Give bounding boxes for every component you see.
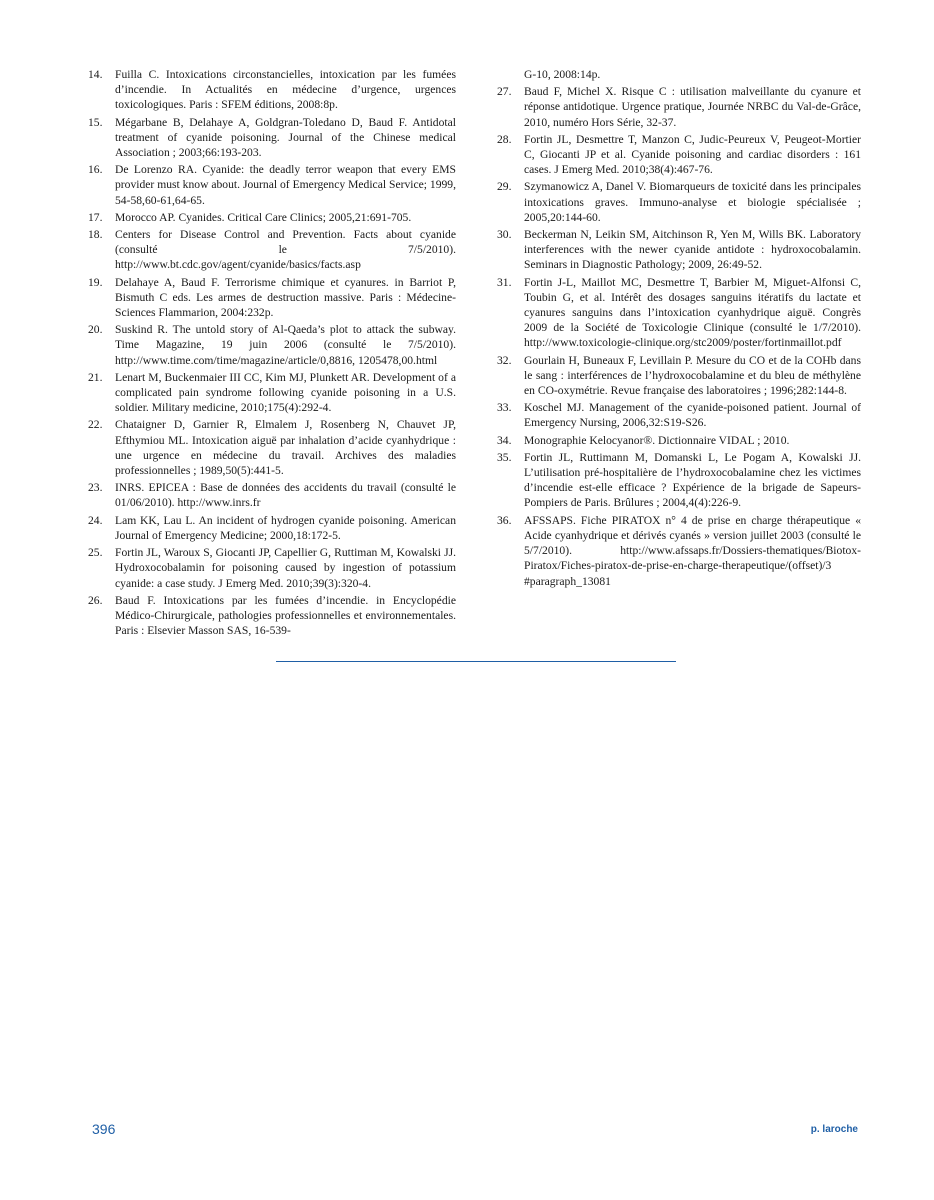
reference-text: G-10, 2008:14p. [524,68,601,81]
reference-text: Chataigner D, Garnier R, Elmalem J, Rosenberg N, Chauvet JP, Efthymiou ML. Intoxication aiguë par inhalation d’acide cyanhydrique : une urgence en médecine du travail. Archives des maladies professionnelles ; 1989,50(5):441-5. [115,418,456,478]
reference-item [497,179,861,225]
reference-number: 19. [88,275,103,289]
reference-item [88,227,456,273]
reference-item [88,417,456,478]
reference-item [88,513,456,543]
reference-item [497,513,861,589]
reference-text: Mégarbane B, Delahaye A, Goldgran-Toledano D, Baud F. Antidotal treatment of cyanide poisoning. Journal of the Chinese medical Association ; 2003;66:193-203. [115,115,456,160]
reference-number: 15. [88,115,103,129]
reference-text: De Lorenzo RA. Cyanide: the deadly terror weapon that every EMS provider must know about. Journal of Emergency Medical Service; 1999, 54-58,60-61,64-65. [115,163,456,207]
reference-number: 25. [88,546,103,560]
reference-number: 33. [497,401,512,415]
reference-number: 31. [497,275,512,289]
reference-continuation [497,67,861,82]
reference-text: Morocco AP. Cyanides. Critical Care Clinics; 2005,21:691-705. [115,210,412,224]
reference-text: Lam KK, Lau L. An incident of hydrogen cyanide poisoning. American Journal of Emergency Medicine; 2000,18:172-5. [115,513,456,542]
reference-item [88,370,456,416]
reference-text: INRS. EPICEA : Base de données des accidents du travail (consulté le 01/06/2010). http://www.inrs.fr [115,481,456,510]
reference-text: Gourlain H, Buneaux F, Levillain P. Mesure du CO et de la COHb dans le sang : interférences de l’hydroxocobalamine et du bleu de méthylène en CO-oxymétrie. Revue française des laboratoires ; 1996;282:144-8. [524,353,861,398]
running-author: p. laroche [810,1124,858,1135]
reference-number: 36. [497,513,512,527]
reference-number: 22. [88,418,103,432]
reference-number: 35. [497,450,512,464]
reference-number: 23. [88,481,103,495]
reference-number: 14. [88,68,103,81]
reference-text: Baud F, Michel X. Risque C : utilisation malveillante du cyanure et réponse antidotique. Urgence pratique, Journée NRBC du Val-de-Grâce, 2010, numéro Hors Série, 32-37. [524,85,861,129]
reference-number: 20. [88,323,103,337]
reference-number: 24. [88,513,103,527]
reference-item [88,545,456,591]
reference-item [497,84,861,130]
reference-item [497,400,861,430]
reference-text: Fortin JL, Waroux S, Giocanti JP, Capellier G, Ruttiman M, Kowalski JJ. Hydroxocobalamin for poisoning caused by ingestion of potassium cyanide: a case study. J Emerg Med. 2010;39(3):320-4. [115,546,456,590]
reference-text: Fuilla C. Intoxications circonstancielles, intoxication par les fumées d’incendie. In Actualités en médecine d’urgence, urgences toxicologiques. Paris : SFEM éditions, 2008:8p. [115,68,456,112]
reference-text: Szymanowicz A, Danel V. Biomarqueurs de toxicité dans les principales intoxications graves. Immuno-analyse et biologie spécialisée ; 2005,20:144-60. [524,180,861,224]
reference-text: Delahaye A, Baud F. Terrorisme chimique et cyanures. in Barriot P, Bismuth C eds. Les armes de destruction massive. Paris : Médecine-Sciences Flammarion, 2004:232p. [115,275,456,320]
section-divider [276,661,676,662]
reference-number: 27. [497,85,512,99]
page-number: 396 [92,1121,116,1137]
reference-item [88,67,456,113]
reference-item [88,210,456,225]
reference-number: 16. [88,163,103,177]
reference-text: Fortin JL, Desmettre T, Manzon C, Judic-Peureux V, Peugeot-Mortier C, Giocanti JP et al. Cyanide poisoning and cardiac disorders : 161 cases. J Emerg Med. 2010;38(4):467-76. [524,132,861,177]
reference-number: 26. [88,593,103,607]
references-right-column [497,67,861,591]
reference-text: AFSSAPS. Fiche PIRATOX n° 4 de prise en charge thérapeutique « Acide cyanhydrique et dérivés cyanés » version juillet 2003 (consulté le 5/7/2010). http://www.afssaps.fr/Dossiers-thematiques/Biotox-Piratox/Fiches-piratox-de-prise-en-charge-therapeutique/(offset)/3 #paragraph_13081 [524,513,861,588]
reference-text: Fortin J-L, Maillot MC, Desmettre T, Barbier M, Miguet-Alfonsi C, Toubin G, et al. Intérêt des dosages sanguins itératifs du lactate et cyanures sanguins dans l’intoxication cyanhydrique aiguë. Congrès 2009 de la Société de Toxicologie Clinique (consulté le 1/7/2010). http://www.toxicologie-clinique.org/stc2009/poster/fortinmaillot.pdf [524,275,861,350]
reference-item [497,227,861,273]
reference-text: Beckerman N, Leikin SM, Aitchinson R, Yen M, Wills BK. Laboratory interferences with the newer cyanide antidote : hydroxocobalamin. Seminars in Diagnostic Pathology; 2009, 26:49-52. [524,228,861,272]
reference-number: 28. [497,132,512,146]
reference-number: 29. [497,180,512,194]
reference-item [497,353,861,399]
reference-item [497,433,861,448]
reference-text: Suskind R. The untold story of Al-Qaeda’s plot to attack the subway. Time Magazine, 19 juin 2006 (consulté le 7/5/2010). http://www.time.com/time/magazine/article/0,8816, 1205478,00.html [115,323,456,367]
reference-item [88,275,456,321]
reference-text: Fortin JL, Ruttimann M, Domanski L, Le Pogam A, Kowalski JJ. L’utilisation pré-hospitalière de l’hydroxocobalamine chez les victimes d’incendie est-elle efficace ? Expérience de la brigade de Sapeurs-Pompiers de Paris. Brûlures ; 2004,4(4):226-9. [524,450,861,510]
reference-item [88,593,456,639]
references-left-column [88,67,456,640]
reference-item [88,115,456,161]
reference-item [88,322,456,368]
reference-item [88,480,456,510]
reference-number: 30. [497,228,512,242]
reference-item [497,275,861,351]
reference-number: 34. [497,433,512,447]
reference-text: Baud F. Intoxications par les fumées d’incendie. in Encyclopédie Médico-Chirurgicale, pathologies professionnelles et environnementales. Paris : Elsevier Masson SAS, 16-539- [115,593,456,638]
reference-text: Koschel MJ. Management of the cyanide-poisoned patient. Journal of Emergency Nursing, 2006,32:S19-S26. [524,401,861,430]
reference-text: Centers for Disease Control and Prevention. Facts about cyanide (consulté le 7/5/2010). http://www.bt.cdc.gov/agent/cyanide/basics/facts.asp [115,228,456,272]
reference-text: Monographie Kelocyanor®. Dictionnaire VIDAL ; 2010. [524,433,790,447]
reference-number: 17. [88,210,103,224]
reference-number: 21. [88,370,103,384]
reference-item [497,132,861,178]
reference-number: 32. [497,353,512,367]
reference-number: 18. [88,228,103,242]
reference-item [497,450,861,511]
reference-text: Lenart M, Buckenmaier III CC, Kim MJ, Plunkett AR. Development of a complicated pain syndrome following cyanide poisoning in a U.S. soldier. Military medicine, 2010;175(4):292-4. [115,370,456,415]
reference-item [88,162,456,208]
